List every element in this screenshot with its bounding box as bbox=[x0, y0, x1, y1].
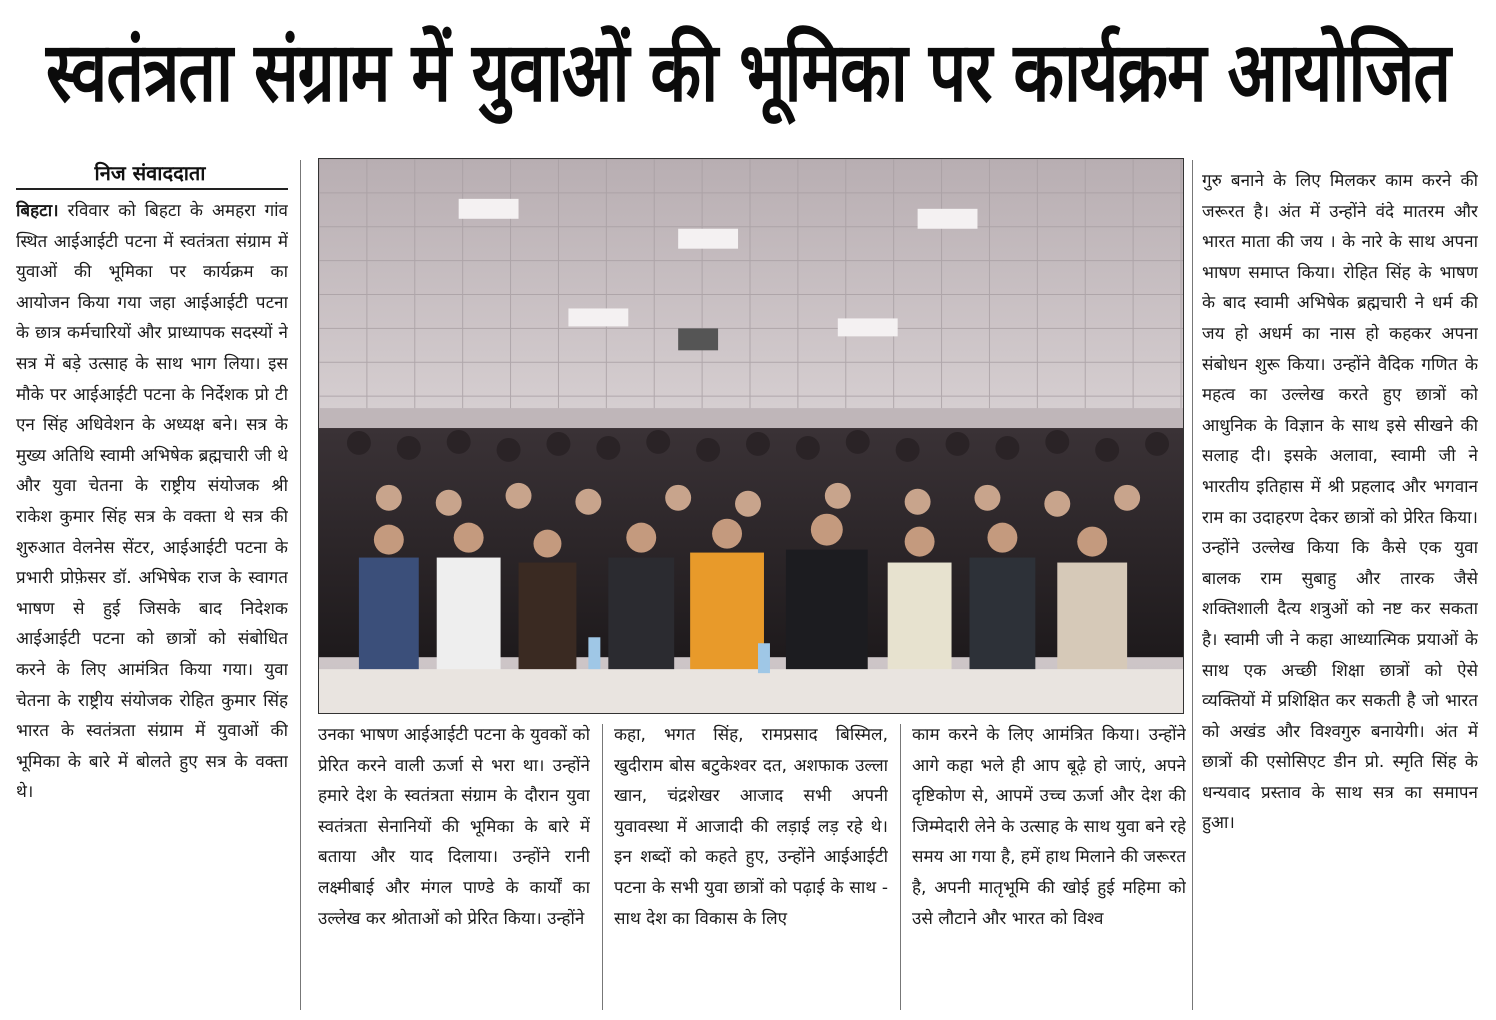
column-divider bbox=[602, 724, 603, 1010]
article-column-2 bbox=[318, 720, 590, 1010]
column-divider bbox=[1192, 160, 1193, 1010]
byline: निज संवाददाता bbox=[94, 161, 206, 185]
column-1-text: रविवार को बिहटा के अमहरा गांव स्थित आईआईटी पटना में स्वतंत्रता संग्राम में युवाओं की भूमिका पर कार्यक्रम का आयोजन किया गया जहा आईआईटी पटना के छात्र कर्मचारियों और प्राध्यापक सदस्यों ने सत्र में बड़े उत्साह के साथ भाग लिया। इस मौके पर आईआईटी पटना के निर्देशक प्रो टी एन सिंह अधिवेशन के अध्यक्ष बने। सत्र के मुख्य अतिथि स्वामी अभिषेक ब्रह्मचारी जी थे और युवा चेतना के राष्ट्रीय संयोजक श्री राकेश कुमार सिंह सत्र के वक्ता थे सत्र की शुरुआत वेलनेस सेंटर, आईआईटी पटना के प्रभारी प्रोफ़ेसर डॉ. अभिषेक राज के स्वागत भाषण से हुई जिसके बाद निदेशक आईआईटी पटना को छात्रों को संबोधित करने के लिए आमंत्रित किया गया। युवा चेतना के राष्ट्रीय संयोजक रोहित कुमार सिंह भारत के स्वतंत्रता संग्राम में युवाओं की भूमिका के बारे में बोलते हुए सत्र के वक्ता थे। bbox=[16, 201, 288, 803]
column-divider bbox=[900, 724, 901, 1010]
dateline: बिहटा। bbox=[16, 201, 59, 221]
column-2-text: उनका भाषण आईआईटी पटना के युवकों को प्रेरित करने वाली ऊर्जा से भरा था। उन्होंने हमारे देश के स्वतंत्रता संग्राम के दौरान युवा स्वतंत्रता सेनानियों की भूमिका के बारे में बताया और याद दिलाया। उन्होंने रानी लक्ष्मीबाई और मंगल पाण्डे के कार्यों का उल्लेख कर श्रोताओं को प्रेरित किया। उन्होंने bbox=[318, 725, 590, 929]
article-column-5 bbox=[1202, 166, 1478, 996]
projector bbox=[678, 328, 718, 350]
event-group-photo bbox=[318, 158, 1184, 714]
article-column-4 bbox=[912, 720, 1186, 1010]
column-5-text: गुरु बनाने के लिए मिलकर काम करने की जरूरत है। अंत में उन्होंने वंदे मातरम और भारत माता की जय । के नारे के साथ अपना भाषण समाप्त किया। रोहित सिंह के भाषण के बाद स्वामी अभिषेक ब्रह्मचारी ने धर्म की जय हो अधर्म का नास हो कहकर अपना संबोधन शुरू किया। उन्होंने वैदिक गणित के महत्व का उल्लेख करते हुए छात्रों को आधुनिक के विज्ञान के साथ इसे सीखने की सलाह दी। इसके अलावा, स्वामी जी ने भारतीय इतिहास में श्री प्रहलाद और भगवान राम का उदाहरण देकर छात्रों को प्रेरित किया। उन्होंने उल्लेख किया कि कैसे एक युवा बालक राम सुबाहु और तारक जैसे शक्तिशाली दैत्य शत्रुओं को नष्ट कर सकता है। स्वामी जी ने कहा आध्यात्मिक प्रयाओं के साथ एक अच्छी शिक्षा छात्रों को ऐसे व्यक्तियों में प्रशिक्षित कर सकती है जो भारत को अखंड और विश्वगुरु बनायेगी। अंत में छात्रों की एसोसिएट डीन प्रो. स्मृति सिंह के धन्यवाद प्रस्ताव के साथ सत्र का समापन हुआ। bbox=[1202, 171, 1478, 834]
article-column-3 bbox=[614, 720, 888, 1010]
column-4-text: काम करने के लिए आमंत्रित किया। उन्होंने आगे कहा भले ही आप बूढ़े हो जाएं, अपने दृष्टिकोण से, आपमें उच्च ऊर्जा और देश की जिम्मेदारी लेने के उत्साह के साथ युवा बने रहे समय आ गया है, हमें हाथ मिलाने की जरूरत है, अपनी मातृभूमि की खोई हुई महिमा को उसे लौटाने और भारत को विश्व bbox=[912, 725, 1186, 929]
article-column-1 bbox=[16, 196, 288, 1006]
column-3-text: कहा, भगत सिंह, रामप्रसाद बिस्मिल, खुदीराम बोस बटुकेश्वर दत, अशफाक उल्ला खान, चंद्रशेखर आजाद सभी अपनी युवावस्था में आजादी की लड़ाई लड़ रहे थे। इन शब्दों को कहते हुए, उन्होंने आईआईटी पटना के सभी युवा छात्रों को पढ़ाई के साथ - साथ देश का विकास के लिए bbox=[614, 725, 888, 929]
byline-rule bbox=[16, 188, 288, 190]
photo-illustration bbox=[319, 159, 1183, 713]
column-divider bbox=[300, 160, 301, 1010]
headline: स्वतंत्रता संग्राम में युवाओं की भूमिका पर कार्यक्रम आयोजित bbox=[45, 24, 1451, 121]
